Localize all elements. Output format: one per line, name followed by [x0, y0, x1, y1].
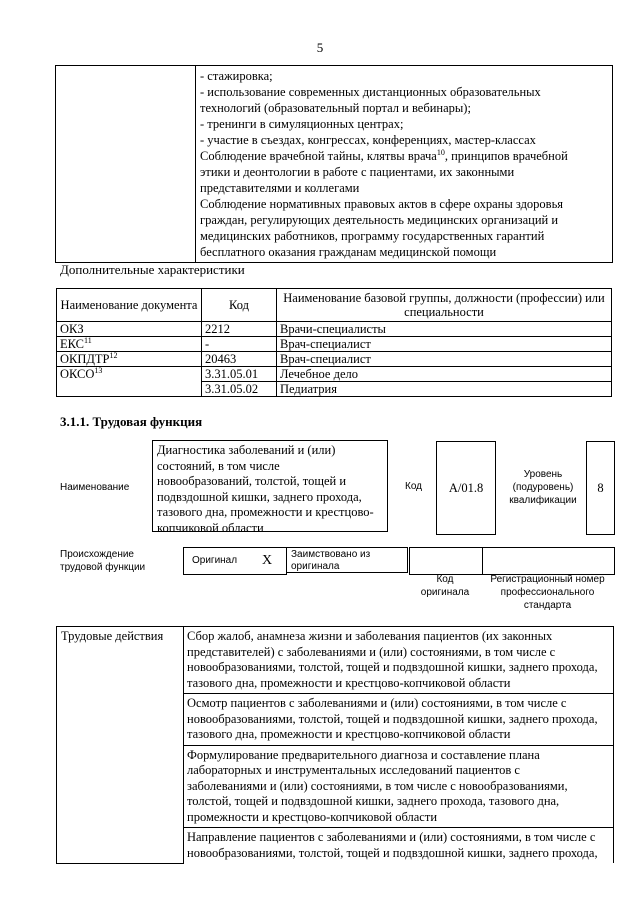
empty-cell	[56, 66, 196, 263]
text-line: этики и деонтологии в работе с пациентами, их законными	[200, 165, 515, 179]
text-line: технологий (образовательный портал и вебинары);	[200, 101, 471, 115]
table-row: 3.31.05.02 Педиатрия	[57, 382, 612, 397]
text-line: - использование современных дистанционных образовательных	[200, 85, 541, 99]
text-line: Соблюдение нормативных правовых актов в сфере охраны здоровья	[200, 197, 564, 211]
code-label: Код	[405, 481, 423, 492]
code-value-box: A/01.8	[436, 441, 496, 535]
page-number: 5	[316, 40, 324, 55]
footnote-ref: 10	[436, 147, 445, 157]
text-line: Соблюдение врачебной тайны, клятвы врача$^{10}$, принципов врачебной	[200, 147, 568, 163]
additional-title: Дополнительные характеристики	[60, 262, 245, 277]
labor-actions-label: Трудовые действия	[57, 627, 184, 864]
text-line: - участие в съездах, конгрессах, конференциях, мастер-классах	[200, 133, 536, 147]
text-line: - тренинги в симуляционных центрах;	[200, 117, 404, 131]
table-row	[57, 627, 614, 694]
header-code: Код	[202, 289, 277, 322]
header-doc: Наименование документа	[57, 289, 202, 322]
labor-actions-table	[56, 626, 614, 864]
name-label: Наименование	[60, 482, 130, 493]
level-value-box: 8	[586, 441, 615, 535]
labor-action-item: Направление пациентов с заболеваниями и (или) состояниями, в том числе с новообразованиями, толстой, тощей и подвздошной кишки, заднего прохода,	[184, 828, 614, 864]
requirements-cell	[196, 66, 613, 263]
text-line: представителями и коллегами	[200, 181, 360, 195]
table-row: ОКПДТР$^{12}$ 20463 Врач-специалист	[57, 352, 612, 367]
table-row: ОКЗ 2212 Врачи-специалисты	[57, 322, 612, 337]
table-row: ОКСО$^{13}$ 3.31.05.01 Лечебное дело	[57, 367, 612, 382]
reg-number-label: Регистрационный номер профессионального стандарта	[490, 574, 605, 611]
code-original-label: Код оригинала	[420, 574, 470, 598]
text-line: граждан, регулирующих деятельность медицинских организаций и	[200, 213, 559, 227]
section-title: 3.1.1. Трудовая функция	[60, 414, 203, 429]
text-line: медицинских работников, программу государственных гарантий	[200, 229, 545, 243]
original-mark: X	[262, 553, 273, 568]
header-name: Наименование базовой группы, должности (профессии) или специальности	[277, 289, 612, 322]
education-table	[55, 65, 613, 263]
text-line: - стажировка;	[200, 69, 273, 83]
borrowed-box: Заимствовано из оригинала	[286, 547, 408, 573]
text-line: бесплатного оказания гражданам медицинской помощи	[200, 245, 497, 259]
labor-action-item: Формулирование предварительного диагноза и составление плана лабораторных и инструментальных исследований пациентов с заболеваниями и (или) состояниями, в том числе с новообразованиями, толстой, тощей и подвздошной кишки, заднего прохода, тазового дна, промежности и крестцово-копчиковой области	[184, 745, 614, 828]
reg-number-box	[482, 547, 615, 575]
original-box: Оригинал X	[183, 547, 287, 575]
origin-label: Происхождение трудовой функции	[60, 549, 146, 573]
additional-table	[56, 288, 612, 397]
labor-action-item: Сбор жалоб, анамнеза жизни и заболевания пациентов (их законных представителей) с заболеваниями и (или) состояниями, в том числе с новообразованиями, толстой, тощей и подвздошной кишки, заднего прохода, тазового дна, промежности и крестцово-копчиковой области	[184, 627, 614, 694]
table-row: ЕКС$^{11}$ - Врач-специалист	[57, 337, 612, 352]
code-original-box	[409, 547, 483, 575]
labor-action-item: Осмотр пациентов с заболеваниями и (или) состояниями, в том числе с новообразованиями, толстой, тощей и подвздошной кишки, заднего прохода, тазового дна, промежности и крестцово-копчиковой области	[184, 694, 614, 746]
level-label: Уровень (подуровень) квалификации	[509, 469, 577, 506]
function-name-box: Диагностика заболеваний и (или) состояний, в том числе новообразований, толстой, тощей и подвздошной кишки, заднего прохода, тазового дна, промежности и крестцово- копчиковой области	[152, 440, 388, 532]
